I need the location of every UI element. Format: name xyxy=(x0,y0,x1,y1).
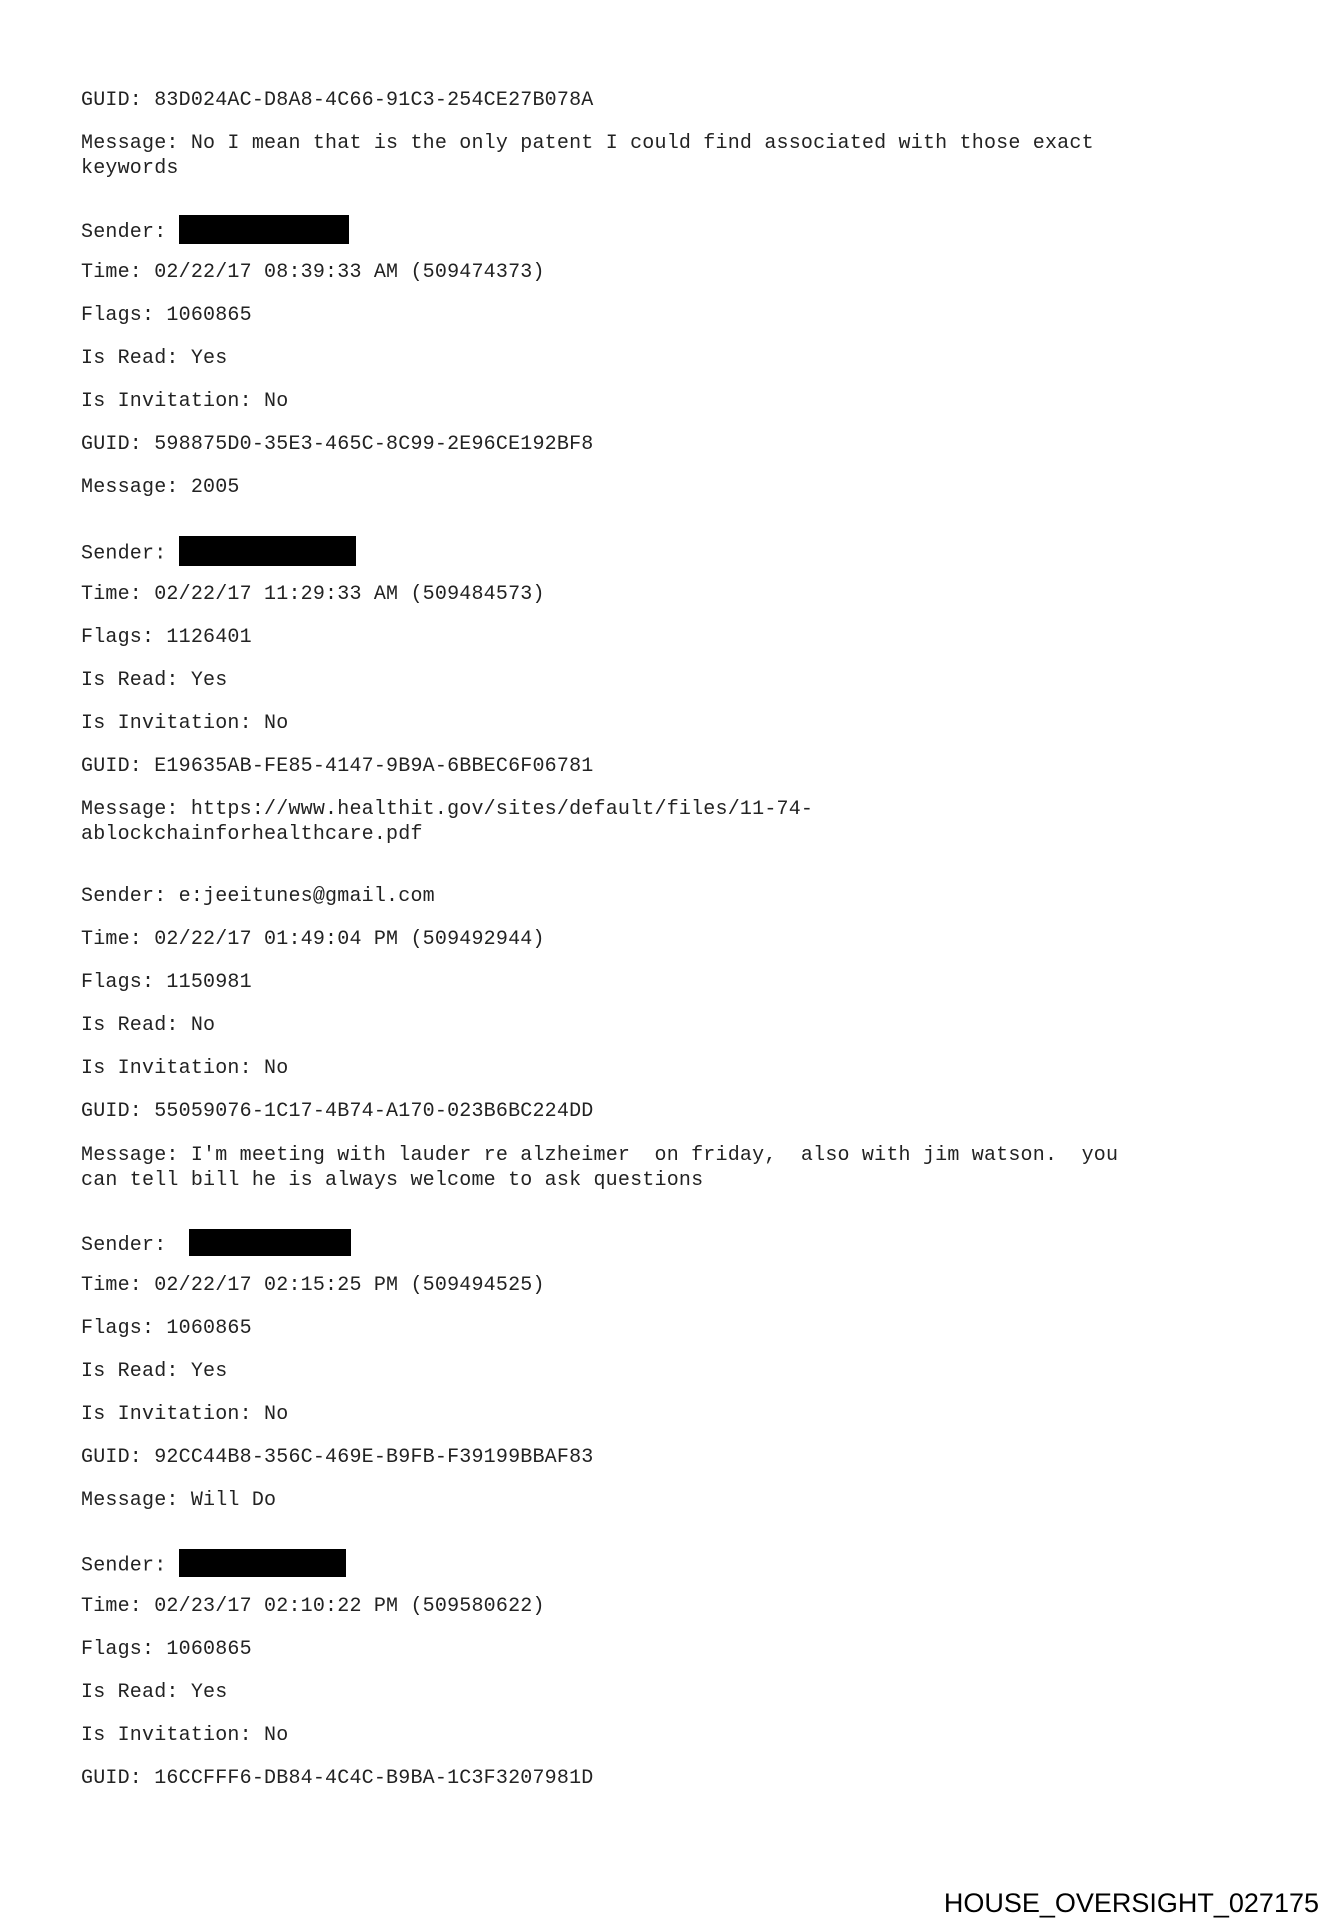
time-line xyxy=(81,260,545,285)
sender-label: Sender: xyxy=(81,885,179,908)
flags-line xyxy=(81,625,252,650)
time-line xyxy=(81,1273,545,1298)
guid-value: 83D024AC-D8A8-4C66-91C3-254CE27B078A xyxy=(154,89,594,112)
is-read-label: Is Read: xyxy=(81,347,191,370)
redaction-bar xyxy=(179,215,349,244)
is-read-line xyxy=(81,346,227,371)
guid-line xyxy=(81,1099,594,1124)
time-label: Time: xyxy=(81,261,155,284)
is-invitation-line xyxy=(81,1056,288,1081)
is-read-value: No xyxy=(190,1014,216,1037)
time-line xyxy=(81,927,545,952)
message-label: Message: xyxy=(81,132,191,155)
is-invitation-label: Is Invitation: xyxy=(81,1403,265,1426)
redaction-bar xyxy=(179,1549,346,1577)
is-invitation-label: Is Invitation: xyxy=(81,1057,265,1080)
is-read-label: Is Read: xyxy=(81,1360,191,1383)
flags-label: Flags: xyxy=(81,971,167,994)
flags-line xyxy=(81,1637,252,1662)
sender-line xyxy=(81,1551,346,1579)
message-label: Message: xyxy=(81,798,191,821)
message-text: 2005 xyxy=(190,476,240,499)
message-label: Message: xyxy=(81,476,191,499)
guid-line xyxy=(81,1766,594,1791)
flags-label: Flags: xyxy=(81,1317,167,1340)
is-read-line xyxy=(81,1359,227,1384)
flags-label: Flags: xyxy=(81,626,167,649)
message-text: I'm meeting with lauder re alzheimer on friday, also with jim watson. you xyxy=(190,1144,1119,1167)
guid-value: E19635AB-FE85-4147-9B9A-6BBEC6F06781 xyxy=(154,755,594,778)
time-label: Time: xyxy=(81,928,155,951)
message-continuation: can tell bill he is always welcome to ask questions xyxy=(81,1169,704,1192)
message-text: https://www.healthit.gov/sites/default/files/11-74- xyxy=(190,798,814,821)
redaction-bar xyxy=(179,536,356,566)
is-read-value: Yes xyxy=(190,1360,228,1383)
guid-value: 92CC44B8-356C-469E-B9FB-F39199BBAF83 xyxy=(154,1446,594,1469)
guid-value: 598875D0-35E3-465C-8C99-2E96CE192BF8 xyxy=(154,433,594,456)
message-text: Will Do xyxy=(190,1489,277,1512)
is-read-line xyxy=(81,1680,227,1705)
is-invitation-value: No xyxy=(264,1724,289,1747)
guid-label: GUID: xyxy=(81,1446,155,1469)
sender-line xyxy=(81,217,349,246)
time-value: 02/22/17 02:15:25 PM (509494525) xyxy=(154,1274,545,1297)
message-continuation: keywords xyxy=(81,157,179,180)
is-invitation-line xyxy=(81,1723,288,1748)
message-line xyxy=(81,131,1094,156)
time-line xyxy=(81,582,545,607)
guid-line xyxy=(81,432,594,457)
guid-label: GUID: xyxy=(81,89,155,112)
redaction-bar xyxy=(189,1229,351,1256)
guid-label: GUID: xyxy=(81,433,155,456)
flags-value: 1060865 xyxy=(166,1317,252,1340)
message-line xyxy=(81,797,813,822)
message-line xyxy=(81,1488,276,1513)
sender-line xyxy=(81,884,435,909)
is-invitation-value: No xyxy=(264,390,289,413)
time-value: 02/23/17 02:10:22 PM (509580622) xyxy=(154,1595,545,1618)
message-label: Message: xyxy=(81,1144,191,1167)
flags-label: Flags: xyxy=(81,1638,167,1661)
flags-value: 1060865 xyxy=(166,1638,252,1661)
flags-value: 1150981 xyxy=(166,971,252,994)
message-text: No I mean that is the only patent I could find associated with those exact xyxy=(190,132,1094,155)
guid-line xyxy=(81,754,594,779)
flags-value: 1126401 xyxy=(166,626,252,649)
is-read-line xyxy=(81,1013,215,1038)
is-read-label: Is Read: xyxy=(81,1014,191,1037)
is-read-label: Is Read: xyxy=(81,669,191,692)
is-read-value: Yes xyxy=(190,347,228,370)
message-line xyxy=(81,1143,1118,1168)
flags-line xyxy=(81,1316,252,1341)
time-value: 02/22/17 01:49:04 PM (509492944) xyxy=(154,928,545,951)
bates-number: HOUSE_OVERSIGHT_027175 xyxy=(943,1888,1319,1918)
message-line xyxy=(81,475,240,500)
is-invitation-value: No xyxy=(264,1403,289,1426)
guid-label: GUID: xyxy=(81,755,155,778)
time-line xyxy=(81,1594,545,1619)
is-read-value: Yes xyxy=(190,1681,228,1704)
is-invitation-label: Is Invitation: xyxy=(81,712,265,735)
message-label: Message: xyxy=(81,1489,191,1512)
guid-line xyxy=(81,1445,594,1470)
is-invitation-label: Is Invitation: xyxy=(81,1724,265,1747)
time-value: 02/22/17 11:29:33 AM (509484573) xyxy=(154,583,545,606)
is-read-value: Yes xyxy=(190,669,228,692)
flags-line xyxy=(81,970,252,995)
time-label: Time: xyxy=(81,1595,155,1618)
time-label: Time: xyxy=(81,1274,155,1297)
guid-label: GUID: xyxy=(81,1767,155,1790)
sender-label: Sender: xyxy=(81,220,179,244)
is-invitation-line xyxy=(81,711,288,736)
is-invitation-label: Is Invitation: xyxy=(81,390,265,413)
sender-line xyxy=(81,538,356,568)
guid-line xyxy=(81,88,594,113)
flags-label: Flags: xyxy=(81,304,167,327)
is-invitation-line xyxy=(81,1402,288,1427)
guid-value: 16CCFFF6-DB84-4C4C-B9BA-1C3F3207981D xyxy=(154,1767,594,1790)
is-invitation-line xyxy=(81,389,288,414)
sender-label: Sender: xyxy=(81,542,179,566)
is-read-line xyxy=(81,668,227,693)
guid-value: 55059076-1C17-4B74-A170-023B6BC224DD xyxy=(154,1100,594,1123)
sender-line xyxy=(81,1231,351,1258)
is-read-label: Is Read: xyxy=(81,1681,191,1704)
guid-label: GUID: xyxy=(81,1100,155,1123)
is-invitation-value: No xyxy=(264,712,289,735)
flags-line xyxy=(81,303,252,328)
flags-value: 1060865 xyxy=(166,304,252,327)
is-invitation-value: No xyxy=(264,1057,289,1080)
message-continuation: ablockchainforhealthcare.pdf xyxy=(81,823,423,846)
sender-label: Sender: xyxy=(81,1554,179,1578)
sender-value: e:jeeitunes@gmail.com xyxy=(178,885,435,908)
time-label: Time: xyxy=(81,583,155,606)
sender-label: Sender: xyxy=(81,1233,179,1257)
time-value: 02/22/17 08:39:33 AM (509474373) xyxy=(154,261,545,284)
